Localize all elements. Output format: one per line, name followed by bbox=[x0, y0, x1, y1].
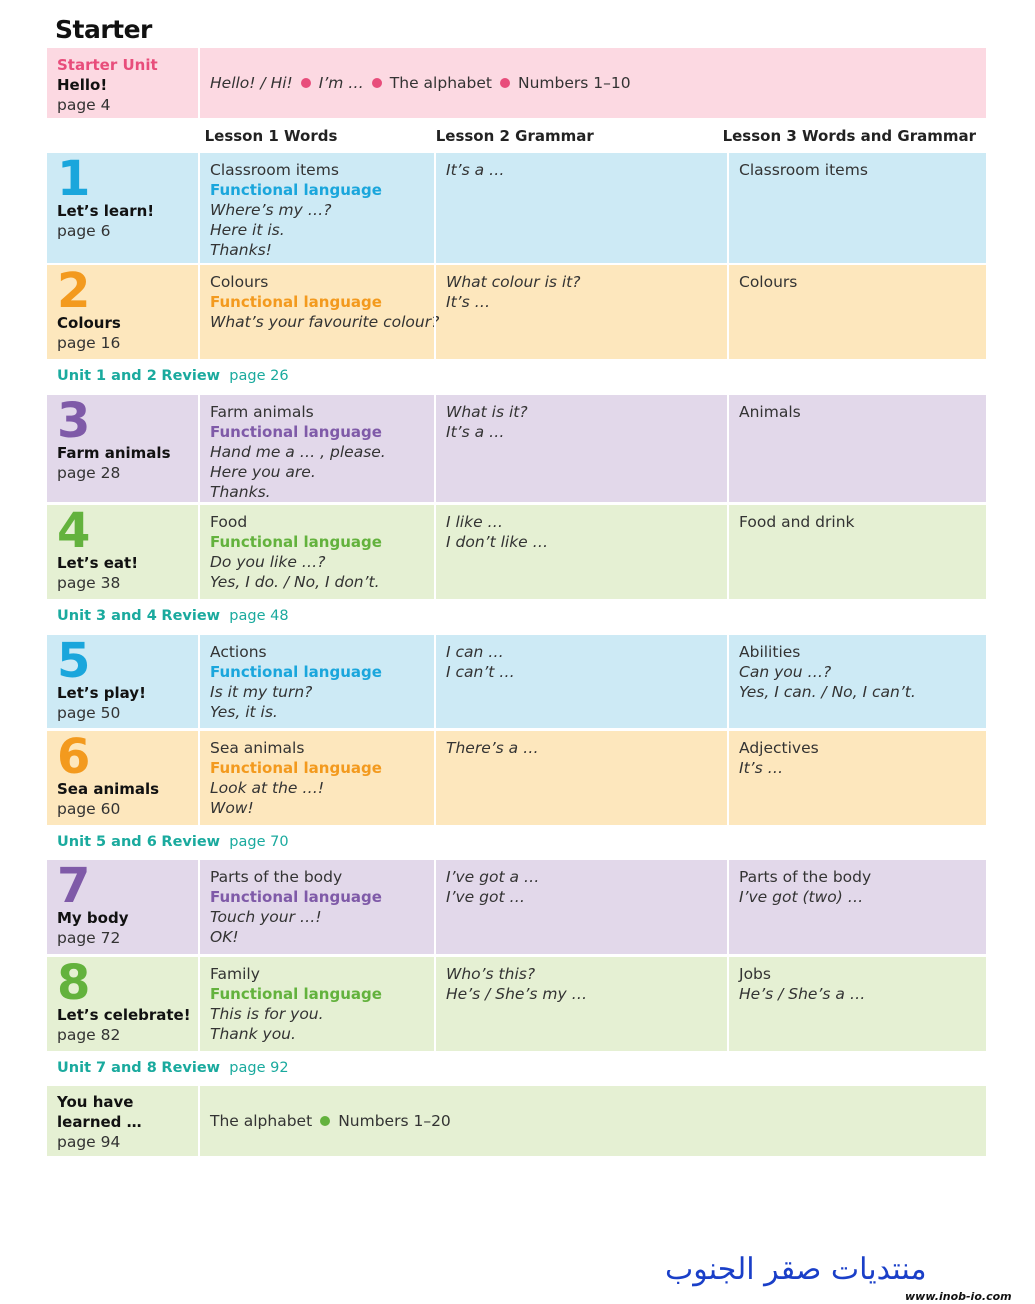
functional-language-label: Functional language bbox=[210, 888, 382, 906]
functional-language-label: Functional language bbox=[210, 423, 382, 441]
starter-content-cell bbox=[198, 48, 986, 118]
unit-number: 1 bbox=[57, 151, 89, 207]
final-name-line: You have bbox=[57, 1093, 134, 1111]
lesson-1-title: Parts of the body bbox=[210, 868, 343, 886]
functional-language-line: This is for you. bbox=[210, 1005, 324, 1023]
lesson-3-line: Can you …? bbox=[739, 663, 832, 681]
unit-page: page 16 bbox=[57, 334, 121, 352]
lesson-1-title: Classroom items bbox=[210, 161, 339, 179]
watermark-text: منتديات صقر الجنوب bbox=[665, 1252, 927, 1287]
starter-item: I’m … bbox=[318, 74, 364, 92]
lesson-3-title: Classroom items bbox=[739, 161, 868, 179]
lesson-1-title: Actions bbox=[210, 643, 267, 661]
header-lesson-3: Lesson 3 Words and Grammar bbox=[722, 127, 976, 145]
lesson-1-title: Colours bbox=[210, 273, 269, 291]
unit-page: page 28 bbox=[57, 464, 121, 482]
lesson-3-line: Yes, I can. / No, I can’t. bbox=[739, 683, 916, 701]
final-item: The alphabet bbox=[210, 1112, 313, 1130]
final-page: page 94 bbox=[57, 1133, 121, 1151]
functional-language-line: Yes, I do. / No, I don’t. bbox=[210, 573, 380, 591]
lesson-3-title: Adjectives bbox=[739, 739, 819, 757]
hexagon-bullet-icon bbox=[372, 78, 382, 88]
starter-unit-page: page 4 bbox=[57, 96, 111, 114]
unit-row bbox=[47, 505, 986, 599]
functional-language-label: Functional language bbox=[210, 181, 382, 199]
unit-name: Let’s learn! bbox=[57, 202, 155, 220]
grammar-line: It’s a … bbox=[446, 161, 505, 179]
functional-language-line: Wow! bbox=[210, 799, 254, 817]
unit-page: page 6 bbox=[57, 222, 111, 240]
review-line: Unit 5 and 6 Review page 70 bbox=[57, 834, 289, 850]
unit-number: 6 bbox=[57, 729, 89, 785]
lesson-3-cell bbox=[727, 731, 986, 825]
functional-language-line: Here it is. bbox=[210, 221, 285, 239]
lesson-2-cell bbox=[434, 957, 727, 1051]
functional-language-line: Yes, it is. bbox=[210, 703, 278, 721]
starter-unit-cell bbox=[47, 48, 198, 118]
lesson-2-cell bbox=[434, 265, 727, 359]
unit-page: page 50 bbox=[57, 704, 121, 722]
lesson-1-title: Sea animals bbox=[210, 739, 305, 757]
starter-unit-label: Starter Unit bbox=[57, 56, 158, 74]
unit-row bbox=[47, 395, 986, 502]
grammar-line: It’s … bbox=[446, 293, 491, 311]
functional-language-line: Is it my turn? bbox=[210, 683, 313, 701]
lesson-3-line: I’ve got (two) … bbox=[739, 888, 864, 906]
unit-number: 8 bbox=[57, 955, 89, 1011]
watermark-url: www.inob-io.com bbox=[905, 1290, 1012, 1303]
final-name-line: learned … bbox=[57, 1113, 142, 1131]
functional-language-line: What’s your favourite colour? bbox=[210, 313, 440, 331]
functional-language-line: Look at the …! bbox=[210, 779, 325, 797]
lesson-3-cell bbox=[727, 153, 986, 263]
unit-cell bbox=[47, 153, 198, 263]
lesson-3-cell bbox=[727, 957, 986, 1051]
unit-cell bbox=[47, 731, 198, 825]
unit-name: Farm animals bbox=[57, 444, 171, 462]
grammar-line: I don’t like … bbox=[446, 533, 549, 551]
unit-row bbox=[47, 731, 986, 825]
lesson-2-cell bbox=[434, 860, 727, 954]
starter-unit-name: Hello! bbox=[57, 76, 108, 94]
lesson-3-line: It’s … bbox=[739, 759, 784, 777]
unit-page: page 72 bbox=[57, 929, 121, 947]
lesson-1-cell bbox=[198, 957, 434, 1051]
lesson-3-title: Animals bbox=[739, 403, 801, 421]
starter-row bbox=[47, 48, 986, 118]
unit-cell bbox=[47, 395, 198, 502]
grammar-line: I can’t … bbox=[446, 663, 515, 681]
starter-item: Numbers 1–10 bbox=[517, 74, 631, 92]
lesson-3-cell bbox=[727, 635, 986, 728]
lesson-1-cell bbox=[198, 505, 434, 599]
lesson-1-cell bbox=[198, 731, 434, 825]
lesson-3-title: Abilities bbox=[739, 643, 801, 661]
unit-row bbox=[47, 957, 986, 1051]
unit-name: My body bbox=[57, 909, 129, 927]
grammar-line: What is it? bbox=[446, 403, 528, 421]
lesson-3-cell bbox=[727, 395, 986, 502]
lesson-3-cell bbox=[727, 505, 986, 599]
unit-name: Sea animals bbox=[57, 780, 160, 798]
unit-cell bbox=[47, 635, 198, 728]
review-line: Unit 1 and 2 Review page 26 bbox=[57, 368, 289, 384]
functional-language-line: Thank you. bbox=[210, 1025, 296, 1043]
lesson-3-title: Parts of the body bbox=[739, 868, 872, 886]
header-lesson-1: Lesson 1 Words bbox=[204, 127, 338, 145]
grammar-line: I’ve got a … bbox=[446, 868, 540, 886]
functional-language-line: Hand me a … , please. bbox=[210, 443, 386, 461]
lesson-3-line: He’s / She’s a … bbox=[739, 985, 866, 1003]
hexagon-bullet-icon bbox=[500, 78, 510, 88]
grammar-line: What colour is it? bbox=[446, 273, 581, 291]
final-row bbox=[47, 1086, 986, 1156]
lesson-1-title: Family bbox=[210, 965, 260, 983]
lesson-3-title: Colours bbox=[739, 273, 798, 291]
lesson-3-cell bbox=[727, 265, 986, 359]
lesson-1-cell bbox=[198, 635, 434, 728]
header-lesson-2: Lesson 2 Grammar bbox=[435, 127, 594, 145]
functional-language-line: Do you like …? bbox=[210, 553, 326, 571]
grammar-line: Who’s this? bbox=[446, 965, 536, 983]
functional-language-line: Thanks! bbox=[210, 241, 272, 259]
functional-language-line: Here you are. bbox=[210, 463, 316, 481]
functional-language-label: Functional language bbox=[210, 293, 382, 311]
functional-language-label: Functional language bbox=[210, 533, 382, 551]
lesson-3-cell bbox=[727, 860, 986, 954]
hexagon-bullet-icon bbox=[320, 1116, 330, 1126]
page-title: Starter bbox=[55, 15, 152, 44]
starter-item: Hello! / Hi! bbox=[210, 74, 293, 92]
unit-number: 5 bbox=[57, 633, 89, 689]
unit-page: page 38 bbox=[57, 574, 121, 592]
functional-language-label: Functional language bbox=[210, 985, 382, 1003]
unit-row bbox=[47, 635, 986, 728]
unit-name: Colours bbox=[57, 314, 121, 332]
lesson-1-title: Farm animals bbox=[210, 403, 314, 421]
review-line: Unit 3 and 4 Review page 48 bbox=[57, 608, 289, 624]
lesson-2-cell bbox=[434, 153, 727, 263]
unit-cell bbox=[47, 265, 198, 359]
lesson-1-cell bbox=[198, 265, 440, 359]
lesson-header-row bbox=[47, 124, 986, 150]
functional-language-line: OK! bbox=[210, 928, 239, 946]
grammar-line: There’s a … bbox=[446, 739, 539, 757]
lesson-1-cell bbox=[198, 860, 434, 954]
hexagon-bullet-icon bbox=[301, 78, 311, 88]
unit-name: Let’s celebrate! bbox=[57, 1006, 191, 1024]
unit-number: 3 bbox=[57, 393, 89, 449]
unit-name: Let’s eat! bbox=[57, 554, 139, 572]
functional-language-label: Functional language bbox=[210, 759, 382, 777]
grammar-line: I can … bbox=[446, 643, 504, 661]
lesson-3-title: Jobs bbox=[739, 965, 771, 983]
final-item: Numbers 1–20 bbox=[338, 1112, 451, 1130]
unit-cell bbox=[47, 860, 198, 954]
final-content-cell bbox=[198, 1086, 986, 1156]
grammar-line: He’s / She’s my … bbox=[446, 985, 588, 1003]
functional-language-line: Thanks. bbox=[210, 483, 271, 501]
unit-row bbox=[47, 860, 986, 954]
unit-page: page 82 bbox=[57, 1026, 121, 1044]
grammar-line: I like … bbox=[446, 513, 504, 531]
review-line: Unit 7 and 8 Review page 92 bbox=[57, 1060, 289, 1076]
functional-language-label: Functional language bbox=[210, 663, 382, 681]
unit-row bbox=[47, 265, 986, 359]
starter-item: The alphabet bbox=[389, 74, 492, 92]
unit-page: page 60 bbox=[57, 800, 121, 818]
lesson-2-cell bbox=[434, 395, 727, 502]
unit-name: Let’s play! bbox=[57, 684, 146, 702]
lesson-1-title: Food bbox=[210, 513, 248, 531]
unit-row bbox=[47, 153, 986, 263]
unit-number: 2 bbox=[57, 263, 89, 319]
lesson-2-cell bbox=[434, 635, 727, 728]
functional-language-line: Where’s my …? bbox=[210, 201, 332, 219]
final-unit-cell bbox=[47, 1086, 198, 1156]
lesson-2-cell bbox=[434, 731, 727, 825]
lesson-1-cell bbox=[198, 395, 434, 502]
unit-cell bbox=[47, 957, 198, 1051]
grammar-line: I’ve got … bbox=[446, 888, 525, 906]
unit-cell bbox=[47, 505, 198, 599]
lesson-2-cell bbox=[434, 505, 727, 599]
unit-number: 4 bbox=[57, 503, 89, 559]
lesson-3-title: Food and drink bbox=[739, 513, 855, 531]
lesson-1-cell bbox=[198, 153, 434, 263]
unit-number: 7 bbox=[57, 858, 89, 914]
grammar-line: It’s a … bbox=[446, 423, 505, 441]
functional-language-line: Touch your …! bbox=[210, 908, 322, 926]
